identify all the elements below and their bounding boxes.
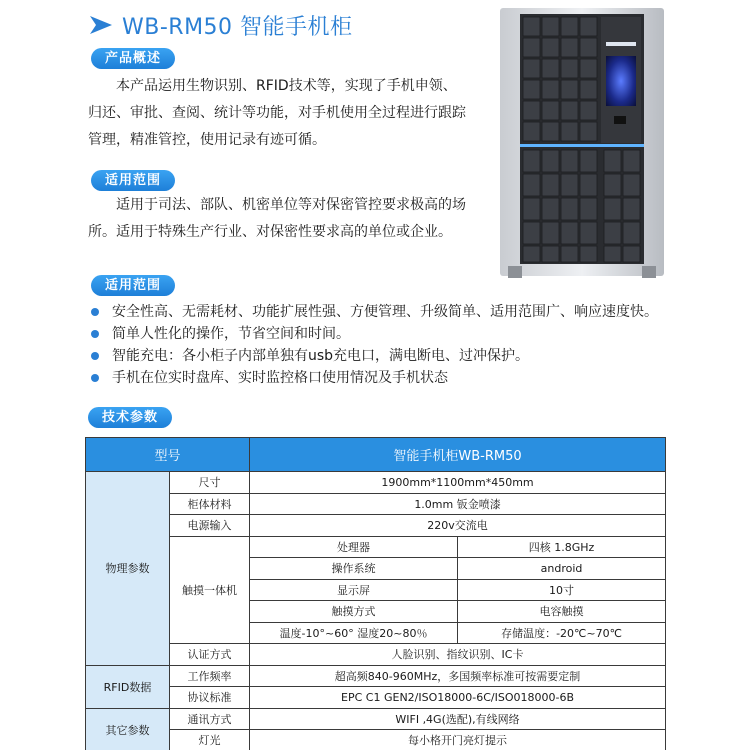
bullet-icon (91, 352, 99, 360)
scope-text (88, 192, 488, 246)
spec-sub-label: 温度-10°~60° 湿度20~80％ (250, 622, 458, 644)
spec-value: 电容触摸 (458, 601, 666, 623)
spec-table (85, 437, 666, 750)
spec-sub-label: 操作系统 (250, 558, 458, 580)
bullet-icon (91, 330, 99, 338)
table-row (86, 687, 666, 709)
spec-label: 协议标准 (170, 687, 250, 709)
table-row (86, 708, 666, 730)
table-row (86, 493, 666, 515)
spec-value: 四核 1.8GHz (458, 536, 666, 558)
overview-line: 管理，精准管控，使用记录有迹可循。 (88, 132, 326, 148)
spec-sub-label: 显示屏 (250, 579, 458, 601)
table-row (86, 472, 666, 494)
feature-list (88, 301, 688, 389)
spec-label: 触摸一体机 (170, 536, 250, 644)
list-item (88, 301, 688, 323)
feature-text: 简单人性化的操作，节省空间和时间。 (112, 326, 350, 342)
spec-value: WIFI ,4G(选配),有线网络 (250, 708, 666, 730)
overview-text (88, 73, 488, 154)
feature-text: 智能充电：各小柜子内部单独有usb充电口，满电断电、过冲保护。 (112, 348, 530, 364)
bullet-icon (91, 374, 99, 382)
phone-cabinet-image (498, 8, 666, 280)
arrow-right-icon (88, 14, 114, 36)
section-label-overview: 产品概述 (91, 48, 175, 69)
spec-value: 人脸识别、指纹识别、IC卡 (250, 644, 666, 666)
table-header-row (86, 438, 666, 472)
page-title (88, 8, 353, 42)
spec-label: 尺寸 (170, 472, 250, 494)
spec-label: 工作频率 (170, 665, 250, 687)
list-item (88, 367, 688, 389)
spec-value: 1.0mm 钣金喷漆 (250, 493, 666, 515)
model-value: 智能手机柜WB-RM50 (250, 438, 666, 472)
spec-label: 电源输入 (170, 515, 250, 537)
table-row (86, 536, 666, 558)
section-label-features: 适用范围 (91, 275, 175, 296)
spec-sub-label: 处理器 (250, 536, 458, 558)
feature-text: 安全性高、无需耗材、功能扩展性强、方便管理、升级简单、适用范围广、响应速度快。 (112, 304, 658, 320)
spec-value: 超高频840-960MHz，多国频率标准可按需要定制 (250, 665, 666, 687)
spec-value: 每小格开门亮灯提示 (250, 730, 666, 750)
table-row (86, 665, 666, 687)
list-item (88, 345, 688, 367)
spec-label: 认证方式 (170, 644, 250, 666)
overview-line: 本产品运用生物识别、RFID技术等，实现了手机申领、 (116, 78, 457, 94)
category-other: 其它参数 (86, 708, 170, 750)
list-item (88, 323, 688, 345)
spec-value: 10寸 (458, 579, 666, 601)
spec-label: 灯光 (170, 730, 250, 750)
spec-sub-label: 触摸方式 (250, 601, 458, 623)
spec-value: EPC C1 GEN2/ISO18000-6C/ISO018000-6B (250, 687, 666, 709)
category-rfid: RFID数据 (86, 665, 170, 708)
table-row (86, 644, 666, 666)
spec-value: 1900mm*1100mm*450mm (250, 472, 666, 494)
overview-line: 归还、审批、查阅、统计等功能，对手机使用全过程进行跟踪 (88, 105, 466, 121)
spec-value: 存储温度：-20℃~70℃ (458, 622, 666, 644)
model-label: 型号 (86, 438, 250, 472)
title-text: WB-RM50 智能手机柜 (122, 14, 353, 40)
bullet-icon (91, 308, 99, 316)
scope-line: 适用于司法、部队、机密单位等对保密管控要求极高的场 (116, 197, 466, 213)
category-physical: 物理参数 (86, 472, 170, 666)
spec-label: 柜体材料 (170, 493, 250, 515)
table-row (86, 515, 666, 537)
spec-value: 220v交流电 (250, 515, 666, 537)
feature-text: 手机在位实时盘库、实时监控格口使用情况及手机状态 (112, 370, 448, 386)
scope-line: 所。适用于特殊生产行业、对保密性要求高的单位或企业。 (88, 224, 452, 240)
section-label-scope: 适用范围 (91, 170, 175, 191)
spec-value: android (458, 558, 666, 580)
spec-label: 通讯方式 (170, 708, 250, 730)
section-label-specs: 技术参数 (88, 407, 172, 428)
table-row (86, 730, 666, 750)
